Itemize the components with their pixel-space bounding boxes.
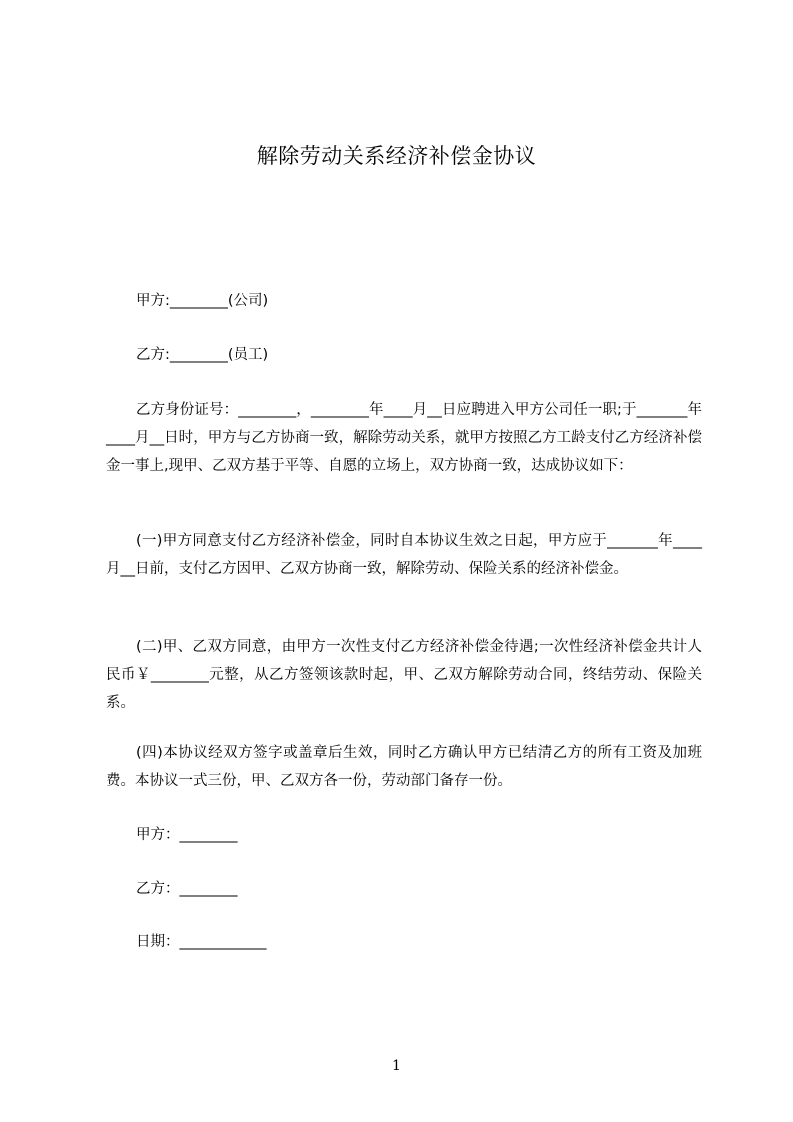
page-number: 1 <box>392 1058 401 1074</box>
clause-2-paragraph: (二)甲、乙双方同意，由甲方一次性支付乙方经济补偿金待遇;一次性经济补偿金共计人民币￥________元整，从乙方签领该款时起，甲、乙双方解除劳动合同，终结劳动、保险关系。 <box>106 639 702 711</box>
signature-party-b: 乙方：________ <box>136 881 238 897</box>
document-title: 解除劳动关系经济补偿金协议 <box>256 144 537 168</box>
clause-1-paragraph: (一)甲方同意支付乙方经济补偿金，同时自本协议生效之日起，甲方应于_______年____月__日前，支付乙方因甲、乙双方协商一致，解除劳动、保险关系的经济补偿金。 <box>106 533 702 577</box>
clause-4-paragraph: (四)本协议经双方签字或盖章后生效，同时乙方确认甲方已结清乙方的所有工资及加班费。本协议一式三份，甲、乙双方各一份，劳动部门备存一份。 <box>106 745 702 789</box>
signature-date: 日期：____________ <box>136 934 267 950</box>
intro-paragraph: 乙方身份证号：________，________年____月__日应聘进入甲方公司任一职;于_______年____月__日时，甲方与乙方协商一致，解除劳动关系，就甲方按照乙方工龄支付乙方经济补偿金一事上,现甲、乙双方基于平等、自愿的立场上，双方协商一致，达成协议如下： <box>106 402 702 474</box>
signature-party-a: 甲方：________ <box>136 827 238 843</box>
party-b-line: 乙方:________(员工) <box>136 347 269 363</box>
party-a-line: 甲方:________(公司) <box>136 293 269 309</box>
